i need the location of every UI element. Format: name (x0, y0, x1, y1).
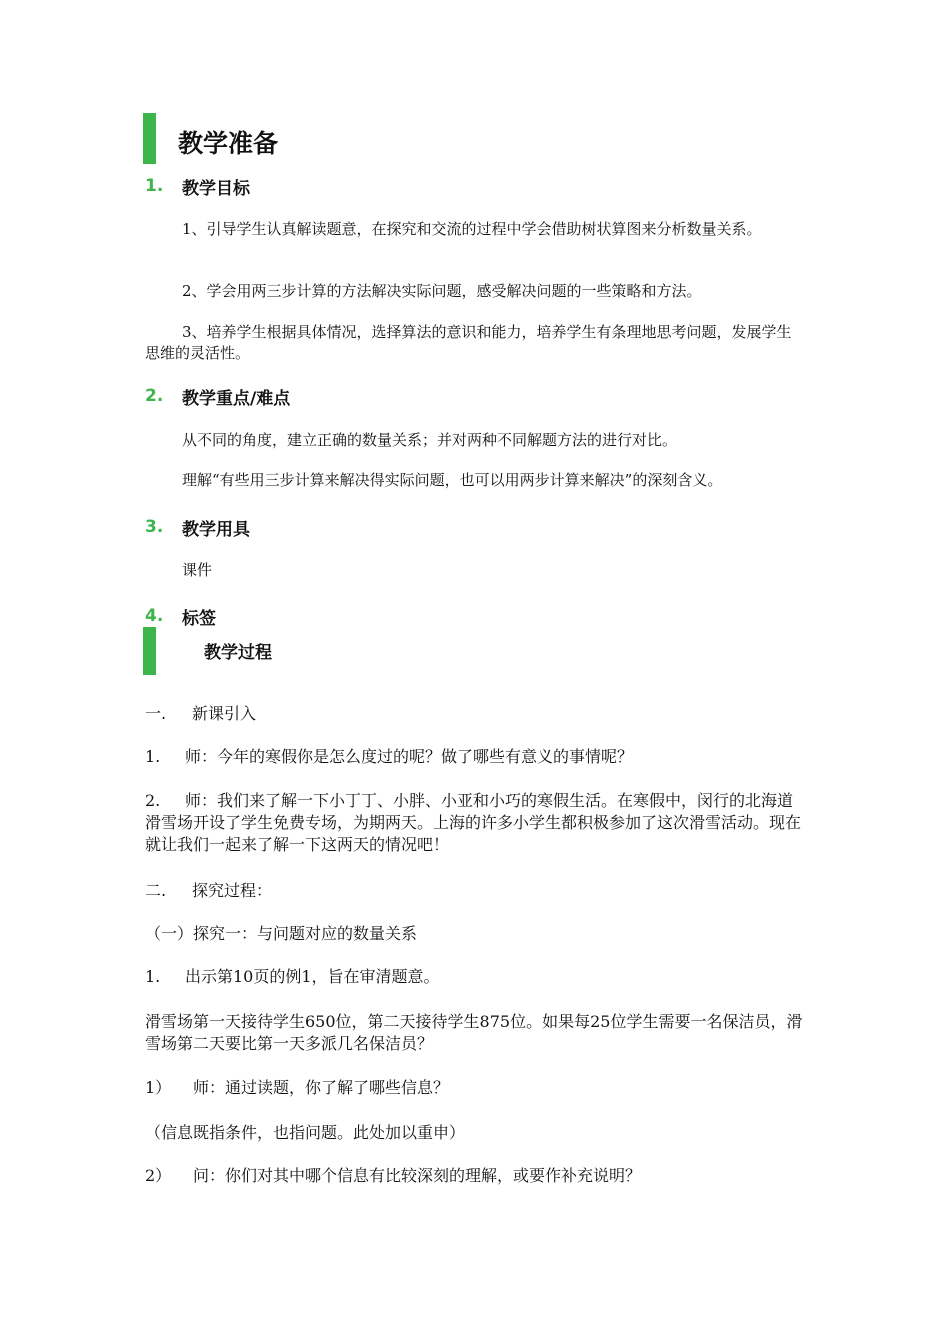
section-heading-tags (145, 604, 216, 628)
section-intro-heading (145, 703, 805, 725)
problem-statement: 滑雪场第一天接待学生650位，第二天接待学生875位。如果每25位学生需要一名保洁员，滑雪场第二天要比第一天多派几名保洁员？ (145, 1012, 803, 1053)
list-item-text: 师：今年的寒假你是怎么度过的呢？做了哪些有意义的事情呢？ (185, 747, 634, 766)
section-heading-key-points (145, 384, 290, 408)
section-heading-tools (145, 515, 250, 539)
list-marker: 1） (145, 1078, 172, 1097)
goal-paragraph: 3、培养学生根据具体情况，选择算法的意识和能力，培养学生有条理地思考问题，发展学生思维的灵活性。 (145, 323, 792, 362)
section-number: 2. (145, 386, 164, 406)
list-marker: 2） (145, 1166, 172, 1185)
goal-paragraph: 2、学会用两三步计算的方法解决实际问题，感受解决问题的一些策略和方法。 (182, 282, 702, 300)
question-item (145, 1165, 805, 1187)
subsection-heading: （一）探究一：与问题对应的数量关系 (145, 924, 418, 943)
goal-paragraph: 1、引导学生认真解读题意，在探究和交流的过程中学会借助树状算图来分析数量关系。 (182, 220, 762, 238)
process-title: 教学过程 (204, 643, 272, 663)
question-item (145, 1077, 805, 1099)
list-item (145, 790, 805, 856)
section-intro-title: 新课引入 (192, 704, 257, 723)
title-accent-bar (143, 113, 156, 164)
prep-title: 教学准备 (178, 129, 279, 158)
question-text: 问：你们对其中哪个信息有比较深刻的理解，或要作补充说明？ (193, 1166, 642, 1185)
section-label: 教学用具 (182, 519, 250, 540)
key-point-paragraph: 理解“有些用三步计算来解决得实际问题，也可以用两步计算来解决”的深刻含义。 (182, 471, 723, 489)
list-marker: 一. (145, 704, 167, 723)
list-item (145, 746, 805, 768)
section-explore-heading (145, 880, 805, 902)
section-label: 教学目标 (182, 178, 250, 199)
key-point-paragraph: 从不同的角度，建立正确的数量关系；并对两种不同解题方法的进行对比。 (182, 431, 678, 449)
list-item-text: 出示第10页的例1，旨在审清题意。 (185, 967, 440, 986)
list-item (145, 966, 805, 988)
list-marker: 1. (145, 967, 161, 986)
section-explore-title: 探究过程： (192, 881, 273, 900)
list-item-text: 师：我们来了解一下小丁丁、小胖、小亚和小巧的寒假生活。在寒假中，闵行的北海道滑雪场开设了学生免费专场，为期两天。上海的许多小学生都积极参加了这次滑雪活动。现在就让我们一起来了解一下这两天的情况吧！ (145, 791, 802, 854)
section-label: 标签 (182, 608, 216, 629)
tools-text: 课件 (182, 561, 213, 579)
process-accent-bar (143, 627, 156, 675)
question-text: 师：通过读题，你了解了哪些信息？ (193, 1078, 450, 1097)
section-number: 4. (145, 606, 164, 626)
list-marker: 1. (145, 747, 161, 766)
list-marker: 二. (145, 881, 167, 900)
section-heading-goals (145, 174, 250, 198)
section-label: 教学重点/难点 (182, 388, 291, 409)
note-text: （信息既指条件，也指问题。此处加以重申） (145, 1123, 466, 1142)
section-number: 1. (145, 176, 164, 196)
section-number: 3. (145, 517, 164, 537)
list-marker: 2. (145, 791, 161, 810)
